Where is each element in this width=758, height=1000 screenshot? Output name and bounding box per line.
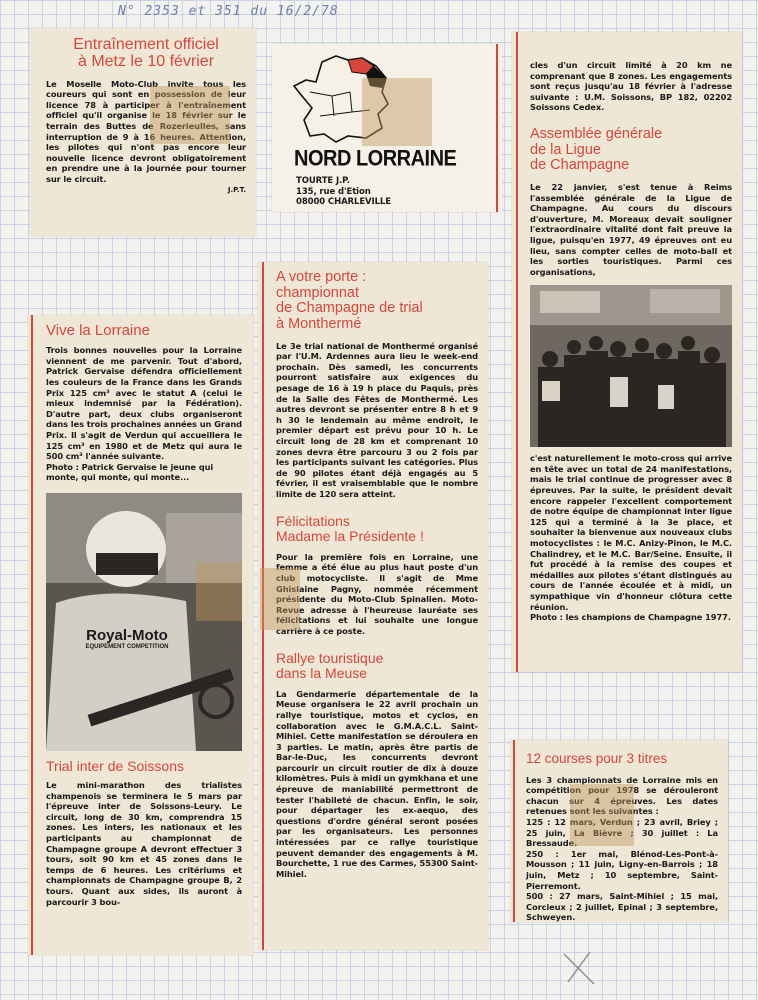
- headline: 12 courses pour 3 titres: [526, 751, 668, 766]
- correspondent-address: [296, 176, 391, 208]
- correspondent-street: 135, rue d'Etion: [296, 186, 371, 197]
- article-body: Le 3e trial national de Monthermé organisé par l'U.M. Ardennes aura lieu le week-end prochain. Dès samedi, les concurrents pourront satisfaire aux exigences du pesage de 16 à 19 h place du Paquis, près de la Salle des Fêtes de Monthermé. Les autres devront se présenter entre 8 h et 9 h 30 le lendemain au même endroit, le premier départ est prévu pour 10 h. Le circuit long de 28 km et comprenant 10 zones devra être parcouru 3 ou 2 fois par les participants suivant les catégories. Plus de 90 pilotes étant déjà engagés au 5 février, il est vraisemblable que le nombre limite de 120 sera atteint.: [276, 340, 478, 499]
- headline-2-line-1: Félicitations: [276, 512, 350, 529]
- article-intro: cles d'un circuit limité à 20 km ne comprenant que 8 zones. Les engagements sont reçus jusqu'au 18 février à l'adresse suivante : U.M. Soissons, BP 182, 02202 Soissons Cedex.: [530, 60, 732, 113]
- clipping-12-courses: [510, 740, 728, 922]
- article-body: Trois bonnes nouvelles pour la Lorraine viennent de me parvenir. Tout d'abord, Patrick Gervaise défendra officiellement les couleurs de la France dans les Grands Prix 125 cm³ avec le statut A (celui le mieux indemnisé par la Fédération). D'autre part, deux clubs organiseront dans les trois prochaines années un Grand Prix. Il s'agit de Verdun qui accueillera le 125 cm³ en 1980 et de Metz qui aura le 500 cm³ l'année suivante.: [46, 345, 242, 462]
- clipping-champagne: [512, 32, 742, 672]
- photo-caption: Photo : Patrick Gervaise le jeune qui monte, qui monte, qui monte...: [46, 461, 214, 483]
- rider-photo: [46, 493, 242, 751]
- headline-line-2: de la Ligue: [530, 141, 601, 158]
- correspondent-city: 08000 CHARLEVILLE: [296, 197, 391, 208]
- headline: [530, 127, 732, 174]
- tape: [196, 563, 242, 621]
- tape: [260, 568, 300, 630]
- headline-line-1: Assemblée générale: [530, 125, 663, 142]
- nord-lorraine-logo: NORD LORRAINE: [294, 146, 457, 172]
- tape: [150, 86, 230, 144]
- article-body: Le 22 janvier, s'est tenue à Reims l'assemblée générale de la Ligue de Champagne. Au cours du discours d'ouverture, M. Moreaux devait souligner l'extraordinaire vitalité dont fait preuve la ligue, puisqu'en 1977, 49 épreuves ont eu lieu, sans compter celles de moto-ball et les sorties touristiques. Parmi ces organisations,: [530, 181, 732, 277]
- headline: [46, 36, 246, 71]
- article-body-3: La Gendarmerie départementale de la Meuse organisera le 22 avril prochain un rallye touristique, motos et cyclos, en collaboration avec le G.M.A.C.L. Saint-Mihiel. Cette manifestation se déroulera en 3 parties. Le matin, après être partis de Bar-le-Duc, les concurrents devront parcourir un circuit routier de dix à douze kilomètres. Puis à midi un gymkhana et une épreuve de maniabilité permettront de tester l'habileté de chacun. Enfin, le soir, pour départager les ex-aequo, des questions d'ordre général seront posées par les organisateurs. Les personnes intéressées par ce rallye touristique peuvent demander des engagements à M. Bourchette, 1 rue des Carmes, 55300 Saint-Mihiel.: [276, 688, 478, 879]
- headline-line-1: A votre porte :: [276, 269, 367, 285]
- red-rule: [31, 315, 33, 955]
- headline: [276, 270, 478, 333]
- motocross-rider-icon: [46, 493, 242, 751]
- tape: [362, 78, 432, 146]
- clipping-vive-la-lorraine: [28, 315, 254, 955]
- clipping-metz: [30, 28, 256, 236]
- champions-photo: [530, 285, 732, 447]
- headline-line-3: de Champagne: [530, 157, 630, 174]
- jersey-print: [72, 627, 182, 650]
- correspondent-name: TOURTE J.P.: [296, 176, 350, 186]
- dates-250: 250 : 1er mai, Blénod-Les-Pont-à-Mousson ; 11 juin, Ligny-en-Barrois ; 18 juin, Metz ; 10 septembre, Saint-Pierremont.: [526, 848, 718, 891]
- group-photo-icon: [530, 285, 732, 447]
- headline: Vive la Lorraine: [46, 322, 150, 339]
- photo-caption: Photo : les champions de Champagne 1977.: [530, 612, 731, 623]
- headline-line-4: à Monthermé: [276, 315, 362, 332]
- article-body-2: Le mini-marathon des trialistes champenois se terminera le 5 mars par l'épreuve inter de Soissons-Leury. Le circuit, long de 30 km, comprendra 15 zones. Les inters, les nationaux et les participants au championnat de Champagne groupe A devront effectuer 3 tours, soit 90 km et 45 zones dans le temps de 6 heures. Les critériums et championnats de Champagne groupe B, 2 tours. Quant aux sides, ils auront à parcourir 3 bou-: [46, 780, 242, 907]
- headline-2: [276, 514, 478, 544]
- jersey-print-subtitle: EQUIPEMENT COMPETITION: [85, 643, 169, 650]
- headline-line-2: à Metz le 10 février: [77, 53, 215, 71]
- article-body-2: Pour la première fois en Lorraine, une femme a été élue au plus haut poste d'un club motocycliste. Il s'agit de Mme Ghislaine Pagny, nommée récemment présidente du Moto-Club Spinalien. Moto-Revue adresse à l'heureuse lauréate ses félicitations et lui souhaite une longue carrière à ce poste.: [276, 551, 478, 636]
- signature: J.P.T.: [227, 186, 246, 195]
- article-continued: c'est naturellement le moto-cross qui arrive en tête avec un total de 24 manifestations, mais le trial continue de progresser avec 8 épreuves. Par la suite, le président devait encore rappeler l'excellent comportement de notre équipe de championnat inter ligue 125 qui a terminé à la 3e place, et souhaiter la bienvenue aux nouveaux clubs motocyclistes : le M.C. Anizy-Pinon, le M.C. Chalindrey, et le M.C. Bar/Seine. Ensuite, il fut procédé à la remise des coupes et médailles aux pilotes s'étant distingués au cours de l'année écoulée et à midi, un sympathique vin d'honneur clôtura cette réunion.: [530, 453, 732, 612]
- headline-3: [276, 651, 478, 681]
- headline-2: Trial inter de Soissons: [46, 757, 184, 774]
- dates-500: 500 : 27 mars, Saint-Mihiel ; 15 mai, Corcieux ; 2 juillet, Epinal ; 3 septembre, Schweyen.: [526, 891, 718, 922]
- clipping-trial-montherme: [258, 262, 488, 950]
- headline-line-2: championnat: [276, 284, 360, 301]
- pencil-cross-mark-icon: [560, 948, 600, 988]
- article-body: Le Moselle Moto-Club invite tous les coureurs qui sont en possession de leur licence 78 à participer à l'entraînement officiel qu'il organise le 18 février sur le terrain des Buttes de Rozerieulles, sans interruption de 9 à 16 heures. Attention, les pilotes qui n'ont pas encore leur nouvelle licence devront obligatoirement en prendre une à la journée pour tourner sur le circuit.: [46, 78, 246, 184]
- red-rule: [496, 44, 498, 212]
- headline-line-1: Entraînement officiel: [73, 36, 219, 53]
- handwritten-note: N° 2353 et 351 du 16/2/78: [118, 4, 339, 19]
- tape: [570, 784, 634, 846]
- headline-3-line-2: dans la Meuse: [276, 664, 368, 681]
- red-rule: [516, 32, 518, 672]
- headline-2-line-2: Madame la Présidente !: [276, 527, 424, 544]
- clipping-nord-lorraine: [272, 44, 502, 212]
- dates-125: 125 : 12 mars, Verdun ; 23 avril, Briey ; 25 juin, La Bièvre ; 30 juillet : La Bressaude.: [526, 816, 718, 849]
- red-rule: [513, 740, 515, 922]
- jersey-print-brand: Royal-Moto: [86, 626, 168, 644]
- headline-line-3: de Champagne de trial: [276, 300, 423, 317]
- article-body: Les 3 championnats de Lorraine mis en compétition pour 1978 se dérouleront chacun sur 4 épreuves. Les dates retenues sont les suivantes :: [526, 774, 718, 817]
- headline-3-line-1: Rallye touristique: [276, 649, 384, 666]
